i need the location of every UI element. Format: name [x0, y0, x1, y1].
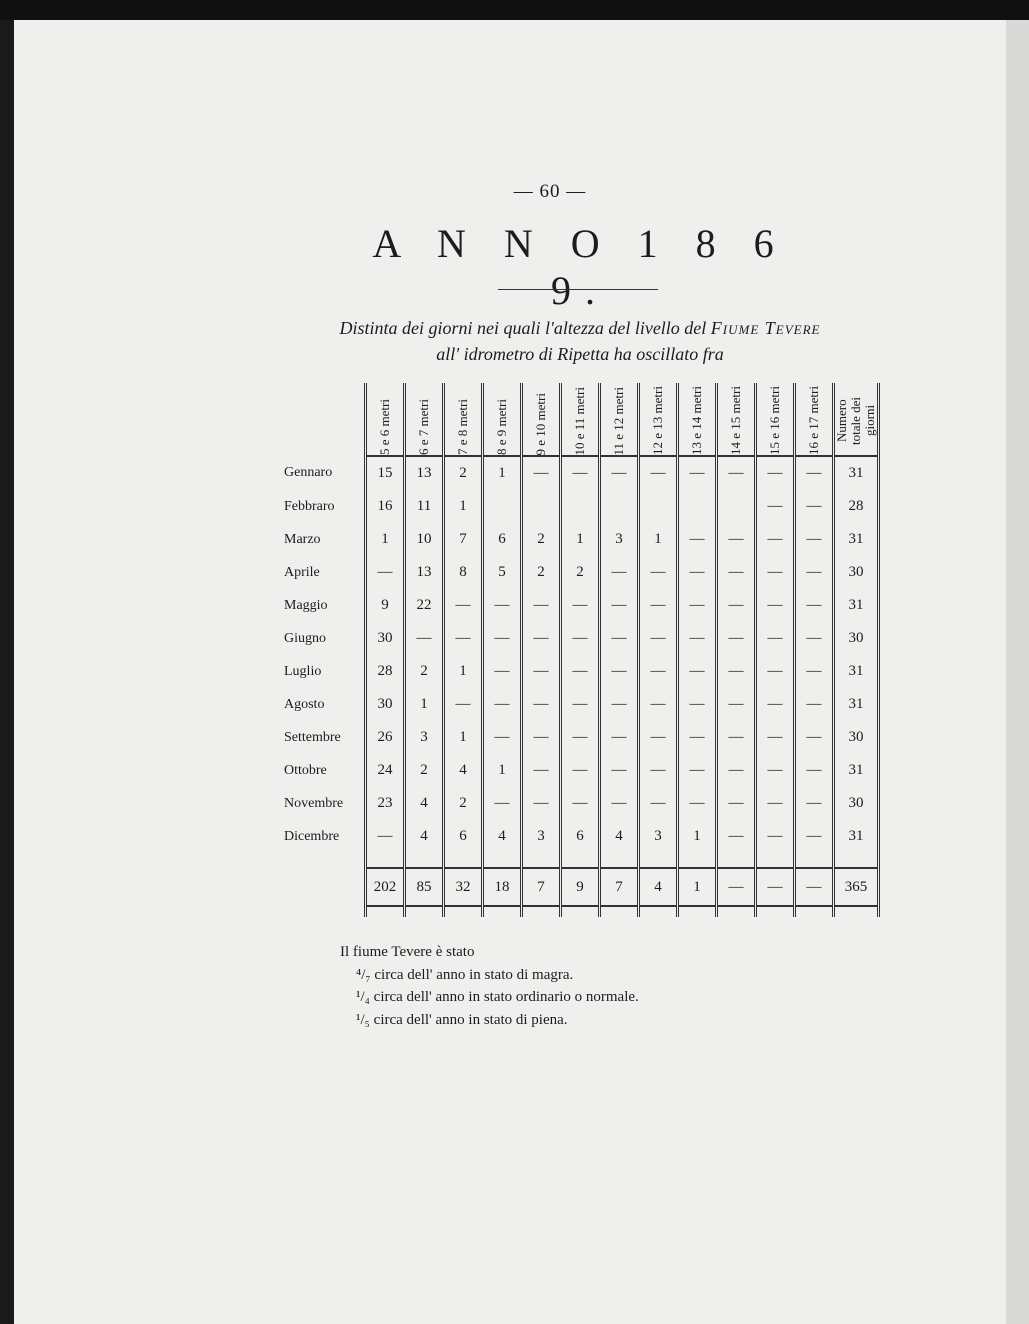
table-cell: — [756, 787, 795, 820]
table-cell: — [795, 523, 834, 556]
table-cell: 15 [366, 456, 405, 490]
table-cell: — [756, 655, 795, 688]
table-cell: — [678, 622, 717, 655]
table-cell: — [795, 754, 834, 787]
spacer-cell [366, 853, 405, 868]
table-cell: — [600, 655, 639, 688]
row-month-label: Febbraro [284, 498, 335, 514]
column-header [639, 383, 678, 456]
tail-cell [717, 906, 756, 917]
tail-cell [756, 906, 795, 917]
row-month-label: Ottobre [284, 762, 327, 778]
table-cell: 2 [561, 556, 600, 589]
table-cell: — [795, 688, 834, 721]
table-cell [717, 490, 756, 523]
total-cell: 7 [522, 868, 561, 906]
column-header-total [834, 383, 879, 456]
title-rule [498, 289, 658, 290]
column-header [522, 383, 561, 456]
caption-line-2: all' idrometro di Ripetta ha oscillato fra [436, 344, 724, 364]
table-cell: — [795, 622, 834, 655]
column-header-label: 7 e 8 metri [455, 399, 470, 455]
table-cell: — [561, 589, 600, 622]
table-cell: — [483, 622, 522, 655]
spacer-cell [795, 853, 834, 868]
table-header-row [284, 383, 879, 456]
total-cell: 7 [600, 868, 639, 906]
table-cell: — [483, 787, 522, 820]
table-cell: — [483, 655, 522, 688]
caption-prefix: Distinta dei giorni nei quali l'altezza del livello del [339, 318, 707, 338]
table-cell: 6 [561, 820, 600, 853]
total-cell: 202 [366, 868, 405, 906]
table-row [284, 556, 879, 589]
table-cell: 1 [444, 721, 483, 754]
table-cell: 2 [522, 556, 561, 589]
column-header-label: 8 e 9 metri [494, 399, 509, 455]
table-cell: — [561, 655, 600, 688]
table-cell: — [756, 589, 795, 622]
table-row [284, 589, 879, 622]
table-cell: 3 [405, 721, 444, 754]
table-cell: — [717, 589, 756, 622]
table-cell: 1 [483, 456, 522, 490]
table-row [284, 754, 879, 787]
table-cell: 1 [639, 523, 678, 556]
column-header [678, 383, 717, 456]
note-text: circa dell' anno in stato ordinario o normale. [373, 989, 639, 1005]
table-row [284, 523, 879, 556]
grand-total-cell: 365 [834, 868, 879, 906]
table-cell: — [717, 655, 756, 688]
column-header-label: Numero totale dei giorni [834, 396, 877, 445]
table-cell: — [483, 721, 522, 754]
total-cell: 9 [561, 868, 600, 906]
table-cell: 6 [444, 820, 483, 853]
table-cell: 2 [405, 754, 444, 787]
table-cell: 11 [405, 490, 444, 523]
table-spacer-row [284, 853, 879, 868]
table-cell: — [405, 622, 444, 655]
table-cell: — [795, 655, 834, 688]
table-cell: 6 [483, 523, 522, 556]
table-cell: — [561, 688, 600, 721]
table-cell: 2 [444, 787, 483, 820]
table-cell: 4 [600, 820, 639, 853]
table-cell: — [522, 787, 561, 820]
table-row [284, 490, 879, 523]
total-cell: 1 [678, 868, 717, 906]
table-cell: — [483, 589, 522, 622]
table-cell: — [756, 456, 795, 490]
table-cell: 13 [405, 556, 444, 589]
table-cell: 30 [366, 688, 405, 721]
column-header [795, 383, 834, 456]
page-number: — 60 — [513, 181, 587, 202]
tail-cell [795, 906, 834, 917]
table-row [284, 820, 879, 853]
row-month-label: Marzo [284, 531, 321, 547]
table-cell: — [561, 721, 600, 754]
table-cell: 10 [405, 523, 444, 556]
total-cell: — [795, 868, 834, 906]
column-header-label: 14 e 15 metri [728, 386, 743, 455]
table-cell [483, 490, 522, 523]
table-cell: — [483, 688, 522, 721]
spacer-cell [522, 853, 561, 868]
note-line [340, 986, 639, 1009]
row-total-cell: 30 [834, 787, 879, 820]
tail-cell [483, 906, 522, 917]
table-cell [639, 490, 678, 523]
tail-cell [444, 906, 483, 917]
table-cell: 16 [366, 490, 405, 523]
table-cell: — [678, 589, 717, 622]
table-cell [678, 490, 717, 523]
table-cell: — [639, 556, 678, 589]
table-body [284, 456, 879, 917]
table-cell: 3 [522, 820, 561, 853]
table-cell: — [639, 456, 678, 490]
table-cell: — [756, 754, 795, 787]
tail-label-cell [284, 906, 366, 917]
table-cell: 8 [444, 556, 483, 589]
table-cell: — [756, 688, 795, 721]
table-cell: — [795, 490, 834, 523]
row-month-label: Novembre [284, 795, 344, 811]
table-caption [260, 315, 900, 367]
table-cell: — [366, 556, 405, 589]
table-cell: — [795, 820, 834, 853]
total-cell: — [756, 868, 795, 906]
table-cell: — [600, 622, 639, 655]
spacer-cell [678, 853, 717, 868]
table-row [284, 688, 879, 721]
table-cell: — [561, 787, 600, 820]
column-header [756, 383, 795, 456]
tail-cell [639, 906, 678, 917]
table-cell: 2 [522, 523, 561, 556]
table-cell: — [678, 688, 717, 721]
table-cell: 13 [405, 456, 444, 490]
table-cell: — [444, 622, 483, 655]
table-cell: — [717, 523, 756, 556]
row-month-label: Giugno [284, 630, 326, 646]
row-month-label: Gennaro [284, 465, 333, 480]
table-cell: — [639, 688, 678, 721]
table-cell: — [717, 556, 756, 589]
tail-cell [834, 906, 879, 917]
table-cell: — [522, 456, 561, 490]
notes-intro: Il fiume Tevere è stato [340, 944, 475, 960]
total-cell: 85 [405, 868, 444, 906]
row-total-cell: 31 [834, 655, 879, 688]
table-cell: — [444, 688, 483, 721]
row-month-label: Maggio [284, 597, 328, 613]
table-cell: — [639, 754, 678, 787]
note-line [340, 964, 639, 987]
tail-cell [561, 906, 600, 917]
spacer-label-cell [284, 853, 366, 868]
table-cell: 24 [366, 754, 405, 787]
table-cell: — [639, 655, 678, 688]
table-cell: — [522, 655, 561, 688]
table-cell: 1 [444, 490, 483, 523]
table-cell: — [600, 556, 639, 589]
spacer-cell [444, 853, 483, 868]
table-cell: — [561, 456, 600, 490]
table-cell: — [717, 787, 756, 820]
table-cell [561, 490, 600, 523]
table-cell: — [678, 456, 717, 490]
table-cell: 2 [405, 655, 444, 688]
table-cell: — [678, 787, 717, 820]
table-cell: — [678, 655, 717, 688]
row-total-cell: 31 [834, 456, 879, 490]
spacer-cell [756, 853, 795, 868]
table-cell: 1 [678, 820, 717, 853]
water-level-table [284, 383, 880, 917]
column-header-label: 10 e 11 metri [572, 386, 587, 455]
table-cell: — [600, 688, 639, 721]
table-cell: — [678, 754, 717, 787]
table-cell: 28 [366, 655, 405, 688]
table-cell: 22 [405, 589, 444, 622]
spacer-cell [561, 853, 600, 868]
total-cell: 18 [483, 868, 522, 906]
table-cell: 26 [366, 721, 405, 754]
note-fraction: ¹/₅ [356, 1011, 370, 1028]
spacer-cell [600, 853, 639, 868]
table-corner [284, 383, 366, 456]
tail-cell [678, 906, 717, 917]
tail-cell [405, 906, 444, 917]
table-cell: — [522, 688, 561, 721]
table-cell: — [795, 589, 834, 622]
row-total-cell: 31 [834, 589, 879, 622]
note-text: circa dell' anno in stato di piena. [373, 1011, 568, 1028]
totals-row [284, 868, 879, 906]
column-header [600, 383, 639, 456]
table-cell: 1 [405, 688, 444, 721]
row-month-label: Settembre [284, 729, 341, 745]
table-cell: — [600, 787, 639, 820]
row-total-cell: 31 [834, 688, 879, 721]
table-cell: 30 [366, 622, 405, 655]
column-header-label: 13 e 14 metri [689, 386, 704, 455]
column-header-label: 9 e 10 metri [533, 392, 548, 455]
table-cell: — [639, 622, 678, 655]
table-cell: — [600, 589, 639, 622]
row-total-cell: 30 [834, 622, 879, 655]
note-text: circa dell' anno in stato di magra. [374, 966, 574, 983]
column-header-label: 5 e 6 metri [377, 399, 392, 455]
column-header [561, 383, 600, 456]
table-cell [522, 490, 561, 523]
table-cell: — [600, 754, 639, 787]
table-cell [600, 490, 639, 523]
table-cell: — [717, 721, 756, 754]
table-cell: — [717, 820, 756, 853]
table-row [284, 787, 879, 820]
table-row [284, 622, 879, 655]
table-cell: 3 [600, 523, 639, 556]
scan-top-band [0, 0, 1029, 20]
row-total-cell: 31 [834, 754, 879, 787]
table-cell: — [600, 456, 639, 490]
table-cell: 1 [483, 754, 522, 787]
table-cell: 1 [561, 523, 600, 556]
table-cell: — [639, 787, 678, 820]
total-cell: — [717, 868, 756, 906]
spacer-cell [405, 853, 444, 868]
table-cell: — [561, 622, 600, 655]
table-cell: — [717, 754, 756, 787]
table-cell: — [522, 754, 561, 787]
spacer-cell [717, 853, 756, 868]
column-header [483, 383, 522, 456]
table-cell: — [756, 820, 795, 853]
table-cell: 23 [366, 787, 405, 820]
table-cell: — [756, 721, 795, 754]
table-tail-row [284, 906, 879, 917]
table-cell: — [717, 622, 756, 655]
tail-cell [366, 906, 405, 917]
row-total-cell: 30 [834, 721, 879, 754]
table-cell: — [639, 589, 678, 622]
table-row [284, 655, 879, 688]
column-header [366, 383, 405, 456]
table-cell: 1 [366, 523, 405, 556]
table-cell: — [678, 721, 717, 754]
total-cell: 32 [444, 868, 483, 906]
caption-line-1 [260, 315, 900, 341]
table-cell: — [717, 688, 756, 721]
table-cell: 9 [366, 589, 405, 622]
note-fraction: ¹/₄ [356, 989, 370, 1005]
table-cell: — [639, 721, 678, 754]
table-cell: — [717, 456, 756, 490]
column-header-label: 16 e 17 metri [806, 386, 821, 455]
row-month-label: Aprile [284, 564, 320, 580]
table-cell: — [444, 589, 483, 622]
table-cell: 4 [405, 820, 444, 853]
table-cell: — [795, 456, 834, 490]
row-total-cell: 30 [834, 556, 879, 589]
row-total-cell: 28 [834, 490, 879, 523]
column-header-label: 11 e 12 metri [611, 386, 626, 455]
spacer-cell [639, 853, 678, 868]
facing-page-edge [1006, 20, 1029, 1324]
table-cell: 1 [444, 655, 483, 688]
table-cell: — [756, 523, 795, 556]
table-cell: — [756, 556, 795, 589]
note-line [340, 1009, 639, 1032]
column-header-label: 12 e 13 metri [650, 386, 665, 455]
tail-cell [522, 906, 561, 917]
table-cell: — [795, 556, 834, 589]
row-month-label: Agosto [284, 696, 325, 712]
column-header [444, 383, 483, 456]
table-cell: 4 [444, 754, 483, 787]
table-cell: 4 [483, 820, 522, 853]
caption-river-name: Fiume Tevere [710, 318, 821, 338]
table-cell: — [522, 622, 561, 655]
table-cell: — [522, 721, 561, 754]
table-cell: 2 [444, 456, 483, 490]
column-header [717, 383, 756, 456]
total-cell: 4 [639, 868, 678, 906]
table-cell: — [600, 721, 639, 754]
table-row [284, 721, 879, 754]
table-cell: — [756, 622, 795, 655]
column-header-label: 6 e 7 metri [416, 399, 431, 455]
table-cell: — [522, 589, 561, 622]
table-row [284, 456, 879, 490]
table-cell: — [795, 721, 834, 754]
table-cell: — [561, 754, 600, 787]
summary-notes [340, 941, 639, 1031]
spacer-cell [483, 853, 522, 868]
row-total-cell: 31 [834, 523, 879, 556]
table-cell: — [756, 490, 795, 523]
spacer-cell [834, 853, 879, 868]
note-fraction: ⁴/₇ [356, 966, 371, 983]
row-month-label: Luglio [284, 663, 322, 679]
column-header-label: 15 e 16 metri [767, 386, 782, 455]
table-cell: — [795, 787, 834, 820]
table-cell: 5 [483, 556, 522, 589]
table-cell: 4 [405, 787, 444, 820]
row-total-cell: 31 [834, 820, 879, 853]
totals-label-cell [284, 868, 366, 906]
tail-cell [600, 906, 639, 917]
row-month-label: Dicembre [284, 828, 340, 844]
table-cell: — [678, 556, 717, 589]
table-cell: — [366, 820, 405, 853]
table-cell: 3 [639, 820, 678, 853]
column-header [405, 383, 444, 456]
page-title: A N N O 1 8 6 9. [372, 221, 788, 313]
table-cell: 7 [444, 523, 483, 556]
table-cell: — [678, 523, 717, 556]
